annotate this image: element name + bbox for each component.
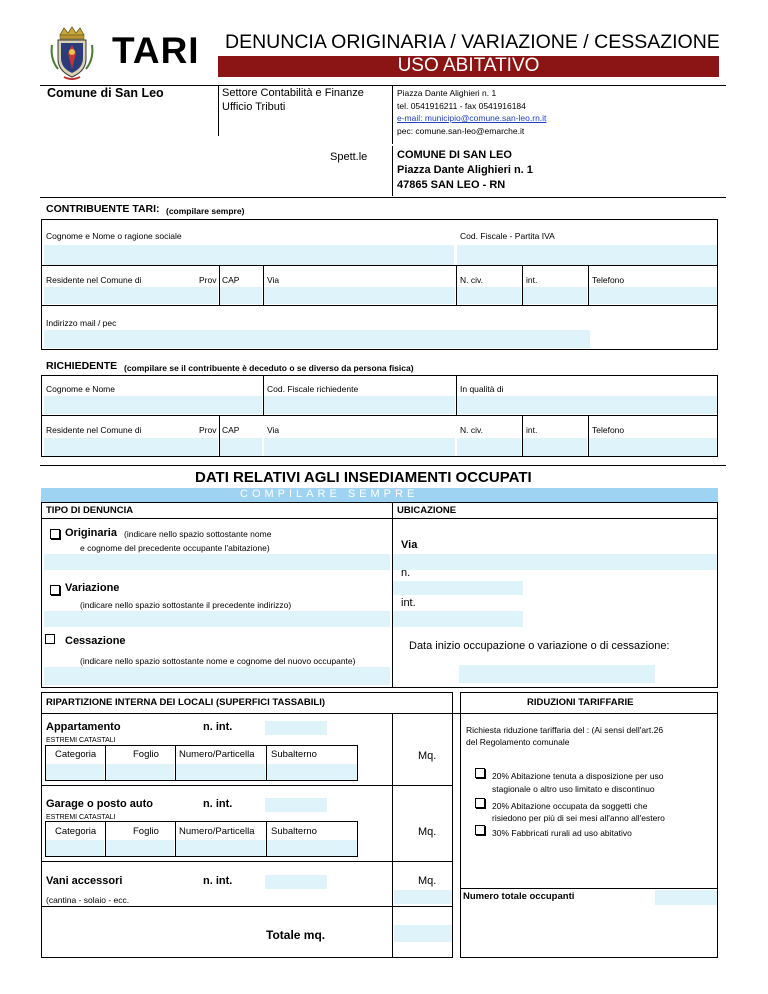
label-rich-residente: Residente nel Comune di: [46, 425, 142, 435]
garage-subalterno-field[interactable]: [267, 840, 357, 856]
vani-label: Vani accessori: [46, 875, 123, 887]
variazione-checkbox[interactable]: [50, 585, 60, 595]
comune-name: Comune di San Leo: [47, 86, 164, 100]
telefono-field[interactable]: [589, 287, 717, 304]
garage-categoria: Categoria: [55, 826, 97, 837]
nciv-field[interactable]: [457, 287, 521, 304]
vani-mq-field[interactable]: [394, 890, 452, 904]
label-rich-via: Via: [267, 425, 280, 435]
contribuente-note: (compilare sempre): [166, 206, 245, 216]
garage-nint-field[interactable]: [265, 798, 327, 812]
originaria-field[interactable]: [44, 554, 390, 570]
garage-nint-label: n. int.: [203, 798, 233, 810]
cf-field[interactable]: [457, 245, 717, 265]
rich-qualita-field[interactable]: [457, 396, 717, 414]
riduzione-20-stagionale-label: 20% Abitazione tenuta a disposizione per uso: [492, 771, 664, 781]
label-cognome: Cognome e Nome o ragione sociale: [46, 231, 182, 241]
richiedente-note: (compilare se il contribuente è deceduto o se diverso da persona fisica): [124, 363, 414, 373]
garage-subalterno: Subalterno: [271, 826, 317, 837]
totale-field[interactable]: [394, 925, 452, 942]
email-link[interactable]: e-mail: municipio@comune.san-leo.rn.it: [397, 113, 547, 123]
riduzione-20-stagionale-checkbox[interactable]: [475, 768, 485, 778]
label-cap: CAP: [222, 275, 240, 285]
appartamento-foglio: Foglio: [133, 749, 159, 760]
riduzione-20-stagionale-label-2: stagionale o altro uso limitato e discontinuo: [492, 784, 655, 794]
residente-field[interactable]: [44, 287, 218, 304]
occupanti-field[interactable]: [655, 890, 717, 905]
appartamento-estremi: ESTREMI CATASTALI: [46, 737, 116, 744]
riduzione-30-rurali-checkbox[interactable]: [475, 825, 485, 835]
label-rich-prov: Prov: [199, 425, 217, 435]
rich-nciv-field[interactable]: [457, 438, 521, 456]
cessazione-note: (indicare nello spazio sottostante nome e cognome del nuovo occupante): [80, 656, 356, 666]
address-line: Piazza Dante Alighieri n. 1: [397, 88, 497, 98]
rich-via-field[interactable]: [264, 438, 455, 456]
riduzione-20-estero-label-2: risiedono per più di sei mesi all'anno all'estero: [492, 813, 665, 823]
garage-numero-field[interactable]: [176, 840, 265, 856]
vani-note: (cantina - solaio - ecc.: [46, 895, 130, 905]
label-rich-qualita: In qualità di: [460, 384, 504, 394]
originaria-checkbox[interactable]: [50, 529, 60, 539]
garage-foglio-field[interactable]: [106, 840, 174, 856]
riduzione-20-estero-label: 20% Abitazione occupata da soggetti che: [492, 801, 648, 811]
appartamento-subalterno-field[interactable]: [267, 764, 357, 780]
label-int: int.: [526, 275, 538, 285]
contribuente-title: CONTRIBUENTE TARI:: [46, 203, 160, 215]
originaria-note-2: e cognome del precedente occupante l'abitazione): [80, 543, 270, 553]
appartamento-numero: Numero/Particella: [179, 749, 255, 760]
ubicazione-via-label: Via: [401, 539, 418, 551]
richiesta-line-1: Richiesta riduzione tariffaria del : (Ai sensi dell'art.26: [466, 725, 664, 735]
recipient-line-1: COMUNE DI SAN LEO: [397, 149, 512, 161]
ubicazione-int-field[interactable]: [393, 611, 523, 627]
label-via: Via: [267, 275, 280, 285]
label-nciv: N. civ.: [460, 275, 483, 285]
appartamento-subalterno: Subalterno: [271, 749, 317, 760]
garage-foglio: Foglio: [133, 826, 159, 837]
riduzioni-title: RIDUZIONI TARIFFARIE: [527, 697, 634, 708]
usage-banner-label: USO ABITATIVO: [397, 55, 540, 76]
rich-telefono-field[interactable]: [589, 438, 717, 456]
via-field[interactable]: [264, 287, 455, 304]
garage-estremi: ESTREMI CATASTALI: [46, 814, 116, 821]
rich-cf-field[interactable]: [264, 396, 455, 414]
garage-mq-label: Mq.: [418, 826, 437, 838]
label-telefono: Telefono: [592, 275, 625, 285]
int-field[interactable]: [523, 287, 587, 304]
cessazione-field[interactable]: [44, 667, 390, 685]
recipient-line-2: Piazza Dante Alighieri n. 1: [397, 164, 533, 176]
ubicazione-n-field[interactable]: [393, 581, 523, 595]
dati-title: DATI RELATIVI AGLI INSEDIAMENTI OCCUPATI: [195, 469, 532, 486]
appartamento-label: Appartamento: [46, 721, 121, 733]
label-mail: Indirizzo mail / pec: [46, 318, 117, 328]
appartamento-nint-field[interactable]: [265, 721, 327, 735]
richiedente-title: RICHIEDENTE: [46, 360, 118, 372]
crest-logo: [46, 25, 98, 81]
label-rich-cf: Cod. Fiscale richiedente: [267, 384, 359, 394]
label-rich-nciv: N. civ.: [460, 425, 483, 435]
ripartizione-title: RIPARTIZIONE INTERNA DEI LOCALI (SUPERFICI TASSABILI): [46, 697, 326, 708]
garage-numero: Numero/Particella: [179, 826, 255, 837]
label-rich-telefono: Telefono: [592, 425, 625, 435]
occupanti-label: Numero totale occupanti: [463, 891, 575, 902]
appartamento-nint-label: n. int.: [203, 721, 233, 733]
rich-cognome-field[interactable]: [44, 396, 262, 414]
riduzione-20-estero-checkbox[interactable]: [475, 798, 485, 808]
cessazione-checkbox[interactable]: [45, 634, 55, 644]
rich-cap-field[interactable]: [220, 438, 262, 456]
settore-line-2: Ufficio Tributi: [222, 101, 286, 113]
ubicazione-label: UBICAZIONE: [397, 505, 457, 516]
label-rich-int: int.: [526, 425, 538, 435]
appartamento-numero-field[interactable]: [176, 764, 265, 780]
appartamento-categoria-field[interactable]: [46, 764, 104, 780]
vani-mq-label: Mq.: [418, 875, 437, 887]
ubicazione-n-label: n.: [401, 567, 411, 579]
totale-label: Totale mq.: [266, 928, 326, 942]
label-cf: Cod. Fiscale - Partita IVA: [460, 231, 555, 241]
vani-nint-field[interactable]: [265, 875, 327, 889]
pec-address: pec: comune.san-leo@emarche.it: [397, 126, 525, 136]
vani-nint-label: n. int.: [203, 875, 233, 887]
spett-label: Spett.le: [330, 151, 368, 163]
label-prov: Prov: [199, 275, 217, 285]
appartamento-mq-label: Mq.: [418, 750, 437, 762]
settore-line-1: Settore Contabilità e Finanze: [222, 87, 364, 99]
tipo-denuncia-label: TIPO DI DENUNCIA: [46, 505, 134, 516]
appartamento-foglio-field[interactable]: [106, 764, 174, 780]
originaria-label: Originaria: [65, 527, 117, 539]
cognome-field[interactable]: [44, 245, 454, 265]
label-rich-cap: CAP: [222, 425, 240, 435]
ubicazione-int-label: int.: [401, 597, 416, 609]
mail-field[interactable]: [44, 330, 590, 348]
phone-fax: tel. 0541916211 - fax 0541916184: [397, 101, 526, 111]
cap-field[interactable]: [220, 287, 262, 304]
ubicazione-via-field[interactable]: [393, 554, 717, 570]
garage-label: Garage o posto auto: [46, 798, 153, 810]
garage-categoria-field[interactable]: [46, 840, 104, 856]
data-inizio-field[interactable]: [459, 665, 655, 683]
label-residente: Residente nel Comune di: [46, 275, 142, 285]
recipient-line-3: 47865 SAN LEO - RN: [397, 179, 506, 191]
rich-residente-field[interactable]: [44, 438, 218, 456]
label-rich-cognome: Cognome e Nome: [46, 384, 115, 394]
data-inizio-label: Data inizio occupazione o variazione o di cessazione:: [409, 640, 670, 652]
tari-title: TARI: [112, 30, 200, 71]
richiesta-line-2: del Regolamento comunale: [466, 737, 570, 747]
rich-int-field[interactable]: [523, 438, 587, 456]
riduzione-30-rurali-label: 30% Fabbricati rurali ad uso abitativo: [492, 828, 632, 838]
variazione-note: (indicare nello spazio sottostante il precedente indirizzo): [80, 600, 292, 610]
compilare-label: COMPILARE SEMPRE: [240, 488, 419, 500]
variazione-label: Variazione: [65, 582, 120, 594]
crest-icon: [46, 25, 98, 81]
variazione-field[interactable]: [44, 611, 390, 627]
originaria-note-1: (indicare nello spazio sottostante nome: [124, 529, 272, 539]
cessazione-label: Cessazione: [65, 635, 126, 647]
appartamento-categoria: Categoria: [55, 749, 97, 760]
form-title: DENUNCIA ORIGINARIA / VARIAZIONE / CESSAZIONE: [225, 31, 720, 53]
